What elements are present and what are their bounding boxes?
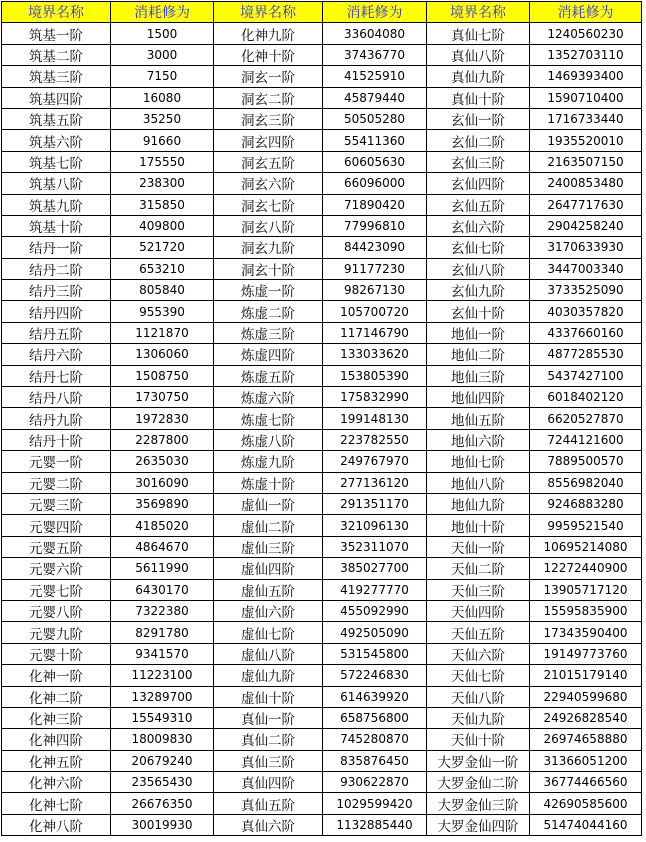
cost-cell: 33604080 <box>323 23 427 44</box>
cost-cell: 3000 <box>111 44 214 65</box>
cost-cell: 45879440 <box>323 87 427 108</box>
cost-cell: 105700720 <box>323 301 427 322</box>
table-row <box>2 87 642 108</box>
realm-name-cell: 虚仙三阶 <box>214 536 323 557</box>
table-row <box>2 66 642 87</box>
cost-cell: 2163507150 <box>530 151 642 172</box>
realm-name-cell: 洞玄二阶 <box>214 87 323 108</box>
realm-name-cell: 化神三阶 <box>2 707 111 728</box>
realm-name-cell: 结丹八阶 <box>2 387 111 408</box>
cost-cell: 492505090 <box>323 622 427 643</box>
realm-name-cell: 炼虚六阶 <box>214 387 323 408</box>
cost-cell: 805840 <box>111 280 214 301</box>
cost-cell: 26676350 <box>111 793 214 814</box>
cost-cell: 238300 <box>111 173 214 194</box>
realm-name-cell: 天仙一阶 <box>427 536 530 557</box>
cost-cell: 835876450 <box>323 750 427 771</box>
cost-cell: 315850 <box>111 194 214 215</box>
realm-name-cell: 元婴九阶 <box>2 622 111 643</box>
cost-cell: 614639920 <box>323 686 427 707</box>
realm-name-cell: 玄仙七阶 <box>427 237 530 258</box>
table-row <box>2 237 642 258</box>
realm-name-cell: 虚仙九阶 <box>214 665 323 686</box>
realm-name-cell: 虚仙七阶 <box>214 622 323 643</box>
realm-name-cell: 虚仙二阶 <box>214 515 323 536</box>
cost-cell: 1716733440 <box>530 108 642 129</box>
realm-name-cell: 元婴一阶 <box>2 451 111 472</box>
cost-cell: 321096130 <box>323 515 427 536</box>
realm-name-cell: 筑基一阶 <box>2 23 111 44</box>
cost-cell: 6430170 <box>111 579 214 600</box>
cost-cell: 6018402120 <box>530 387 642 408</box>
cost-cell: 531545800 <box>323 643 427 664</box>
realm-name-cell: 玄仙二阶 <box>427 130 530 151</box>
cost-cell: 60605630 <box>323 151 427 172</box>
cost-cell: 10695214080 <box>530 536 642 557</box>
cost-cell: 30019930 <box>111 814 214 835</box>
realm-name-cell: 玄仙十阶 <box>427 301 530 322</box>
realm-name-cell: 天仙九阶 <box>427 707 530 728</box>
cost-cell: 1508750 <box>111 365 214 386</box>
cost-cell: 21015179140 <box>530 665 642 686</box>
cost-cell: 385027700 <box>323 558 427 579</box>
cost-cell: 26974658880 <box>530 729 642 750</box>
realm-name-cell: 结丹五阶 <box>2 322 111 343</box>
cost-cell: 22940599680 <box>530 686 642 707</box>
cost-cell: 19149773760 <box>530 643 642 664</box>
realm-name-cell: 结丹七阶 <box>2 365 111 386</box>
cost-cell: 8291780 <box>111 622 214 643</box>
cost-cell: 16080 <box>111 87 214 108</box>
header-cost-3: 消耗修为 <box>530 2 642 23</box>
realm-name-cell: 洞玄五阶 <box>214 151 323 172</box>
cost-cell: 23565430 <box>111 772 214 793</box>
realm-name-cell: 地仙二阶 <box>427 344 530 365</box>
cost-cell: 91660 <box>111 130 214 151</box>
table-row <box>2 151 642 172</box>
realm-name-cell: 玄仙五阶 <box>427 194 530 215</box>
cost-cell: 4030357820 <box>530 301 642 322</box>
cost-cell: 12272440900 <box>530 558 642 579</box>
realm-name-cell: 真仙七阶 <box>427 23 530 44</box>
cost-cell: 572246830 <box>323 665 427 686</box>
realm-name-cell: 洞玄七阶 <box>214 194 323 215</box>
realm-name-cell: 洞玄八阶 <box>214 215 323 236</box>
realm-name-cell: 筑基八阶 <box>2 173 111 194</box>
table-row <box>2 130 642 151</box>
realm-name-cell: 地仙四阶 <box>427 387 530 408</box>
realm-name-cell: 洞玄六阶 <box>214 173 323 194</box>
header-realm-name-3: 境界名称 <box>427 2 530 23</box>
table-row <box>2 579 642 600</box>
realm-name-cell: 元婴五阶 <box>2 536 111 557</box>
header-row <box>2 2 642 23</box>
cost-cell: 31366051200 <box>530 750 642 771</box>
cost-cell: 18009830 <box>111 729 214 750</box>
realm-name-cell: 筑基五阶 <box>2 108 111 129</box>
realm-name-cell: 虚仙四阶 <box>214 558 323 579</box>
realm-name-cell: 元婴三阶 <box>2 493 111 514</box>
cost-cell: 133033620 <box>323 344 427 365</box>
cost-cell: 13289700 <box>111 686 214 707</box>
table-row <box>2 408 642 429</box>
cost-cell: 7889500570 <box>530 451 642 472</box>
cost-cell: 2647717630 <box>530 194 642 215</box>
realm-name-cell: 大罗金仙二阶 <box>427 772 530 793</box>
realm-name-cell: 大罗金仙三阶 <box>427 793 530 814</box>
realm-name-cell: 筑基十阶 <box>2 215 111 236</box>
realm-name-cell: 天仙六阶 <box>427 643 530 664</box>
realm-name-cell: 结丹九阶 <box>2 408 111 429</box>
cost-cell: 3016090 <box>111 472 214 493</box>
realm-name-cell: 虚仙五阶 <box>214 579 323 600</box>
cost-cell: 930622870 <box>323 772 427 793</box>
cost-cell: 37436770 <box>323 44 427 65</box>
table-row <box>2 729 642 750</box>
realm-name-cell: 炼虚一阶 <box>214 280 323 301</box>
cost-cell: 2635030 <box>111 451 214 472</box>
realm-name-cell: 元婴六阶 <box>2 558 111 579</box>
table-row <box>2 536 642 557</box>
realm-name-cell: 化神六阶 <box>2 772 111 793</box>
realm-name-cell: 地仙一阶 <box>427 322 530 343</box>
cost-cell: 6620527870 <box>530 408 642 429</box>
realm-name-cell: 真仙三阶 <box>214 750 323 771</box>
cost-cell: 223782550 <box>323 429 427 450</box>
cost-cell: 658756800 <box>323 707 427 728</box>
realm-name-cell: 炼虚二阶 <box>214 301 323 322</box>
realm-name-cell: 真仙九阶 <box>427 66 530 87</box>
cost-cell: 3447003340 <box>530 258 642 279</box>
cost-cell: 4185020 <box>111 515 214 536</box>
realm-name-cell: 筑基三阶 <box>2 66 111 87</box>
realm-name-cell: 地仙三阶 <box>427 365 530 386</box>
cost-cell: 35250 <box>111 108 214 129</box>
realm-name-cell: 玄仙一阶 <box>427 108 530 129</box>
cost-cell: 55411360 <box>323 130 427 151</box>
realm-name-cell: 炼虚九阶 <box>214 451 323 472</box>
cost-cell: 24926828540 <box>530 707 642 728</box>
table-row <box>2 258 642 279</box>
cost-cell: 71890420 <box>323 194 427 215</box>
table-row <box>2 387 642 408</box>
realm-name-cell: 化神四阶 <box>2 729 111 750</box>
realm-name-cell: 元婴八阶 <box>2 600 111 621</box>
realm-name-cell: 炼虚三阶 <box>214 322 323 343</box>
realm-name-cell: 炼虚五阶 <box>214 365 323 386</box>
cost-cell: 419277770 <box>323 579 427 600</box>
cost-cell: 7322380 <box>111 600 214 621</box>
cost-cell: 3170633930 <box>530 237 642 258</box>
realm-name-cell: 真仙五阶 <box>214 793 323 814</box>
realm-name-cell: 地仙六阶 <box>427 429 530 450</box>
table-row <box>2 643 642 664</box>
cost-cell: 1352703110 <box>530 44 642 65</box>
cost-cell: 1306060 <box>111 344 214 365</box>
table-row <box>2 44 642 65</box>
cost-cell: 4877285530 <box>530 344 642 365</box>
cost-cell: 41525910 <box>323 66 427 87</box>
cost-cell: 13905717120 <box>530 579 642 600</box>
realm-name-cell: 元婴十阶 <box>2 643 111 664</box>
realm-name-cell: 天仙五阶 <box>427 622 530 643</box>
cost-cell: 42690585600 <box>530 793 642 814</box>
cost-cell: 9959521540 <box>530 515 642 536</box>
realm-name-cell: 玄仙八阶 <box>427 258 530 279</box>
realm-name-cell: 洞玄三阶 <box>214 108 323 129</box>
realm-name-cell: 大罗金仙一阶 <box>427 750 530 771</box>
realm-name-cell: 筑基四阶 <box>2 87 111 108</box>
table-row <box>2 280 642 301</box>
cost-cell: 77996810 <box>323 215 427 236</box>
table-row <box>2 493 642 514</box>
header-realm-name-2: 境界名称 <box>214 2 323 23</box>
table-row <box>2 515 642 536</box>
cost-cell: 277136120 <box>323 472 427 493</box>
realm-name-cell: 筑基九阶 <box>2 194 111 215</box>
cost-cell: 955390 <box>111 301 214 322</box>
cost-cell: 17343590400 <box>530 622 642 643</box>
table-row <box>2 558 642 579</box>
realm-name-cell: 化神十阶 <box>214 44 323 65</box>
cost-cell: 521720 <box>111 237 214 258</box>
realm-name-cell: 元婴二阶 <box>2 472 111 493</box>
realm-name-cell: 天仙四阶 <box>427 600 530 621</box>
realm-name-cell: 化神一阶 <box>2 665 111 686</box>
realm-name-cell: 结丹十阶 <box>2 429 111 450</box>
cost-cell: 1500 <box>111 23 214 44</box>
realm-name-cell: 地仙十阶 <box>427 515 530 536</box>
cost-cell: 175550 <box>111 151 214 172</box>
cost-cell: 117146790 <box>323 322 427 343</box>
realm-name-cell: 玄仙九阶 <box>427 280 530 301</box>
cost-cell: 2400853480 <box>530 173 642 194</box>
cost-cell: 91177230 <box>323 258 427 279</box>
realm-name-cell: 地仙五阶 <box>427 408 530 429</box>
cost-cell: 4337660160 <box>530 322 642 343</box>
cost-cell: 1132885440 <box>323 814 427 835</box>
realm-name-cell: 虚仙八阶 <box>214 643 323 664</box>
cost-cell: 352311070 <box>323 536 427 557</box>
cost-cell: 3733525090 <box>530 280 642 301</box>
cost-cell: 7150 <box>111 66 214 87</box>
realm-name-cell: 天仙八阶 <box>427 686 530 707</box>
cost-cell: 291351170 <box>323 493 427 514</box>
realm-name-cell: 洞玄九阶 <box>214 237 323 258</box>
cost-cell: 1029599420 <box>323 793 427 814</box>
table-row <box>2 365 642 386</box>
table-body <box>2 23 642 836</box>
realm-name-cell: 洞玄四阶 <box>214 130 323 151</box>
realm-name-cell: 真仙八阶 <box>427 44 530 65</box>
table-row <box>2 429 642 450</box>
realm-name-cell: 玄仙六阶 <box>427 215 530 236</box>
realm-name-cell: 真仙四阶 <box>214 772 323 793</box>
cost-cell: 1590710400 <box>530 87 642 108</box>
cost-cell: 98267130 <box>323 280 427 301</box>
cost-cell: 153805390 <box>323 365 427 386</box>
table-row <box>2 472 642 493</box>
cost-cell: 66096000 <box>323 173 427 194</box>
realm-name-cell: 洞玄一阶 <box>214 66 323 87</box>
cost-cell: 1935520010 <box>530 130 642 151</box>
realm-name-cell: 天仙三阶 <box>427 579 530 600</box>
cost-cell: 1730750 <box>111 387 214 408</box>
cost-cell: 8556982040 <box>530 472 642 493</box>
realm-name-cell: 化神五阶 <box>2 750 111 771</box>
realm-name-cell: 虚仙一阶 <box>214 493 323 514</box>
realm-name-cell: 元婴七阶 <box>2 579 111 600</box>
table-row <box>2 451 642 472</box>
cost-cell: 745280870 <box>323 729 427 750</box>
realm-name-cell: 地仙七阶 <box>427 451 530 472</box>
realm-name-cell: 筑基七阶 <box>2 151 111 172</box>
realm-name-cell: 结丹六阶 <box>2 344 111 365</box>
realm-name-cell: 结丹一阶 <box>2 237 111 258</box>
realm-name-cell: 真仙十阶 <box>427 87 530 108</box>
realm-name-cell: 炼虚四阶 <box>214 344 323 365</box>
cost-cell: 51474044160 <box>530 814 642 835</box>
realm-name-cell: 化神八阶 <box>2 814 111 835</box>
table-row <box>2 686 642 707</box>
header-cost-1: 消耗修为 <box>111 2 214 23</box>
cost-cell: 84423090 <box>323 237 427 258</box>
table-row <box>2 772 642 793</box>
realm-name-cell: 筑基二阶 <box>2 44 111 65</box>
table-row <box>2 173 642 194</box>
realm-name-cell: 玄仙四阶 <box>427 173 530 194</box>
table-row <box>2 344 642 365</box>
realm-name-cell: 炼虚七阶 <box>214 408 323 429</box>
table-row <box>2 600 642 621</box>
realm-name-cell: 地仙九阶 <box>427 493 530 514</box>
table-row <box>2 108 642 129</box>
cost-cell: 11223100 <box>111 665 214 686</box>
cost-cell: 9246883280 <box>530 493 642 514</box>
realm-name-cell: 结丹二阶 <box>2 258 111 279</box>
realm-name-cell: 玄仙三阶 <box>427 151 530 172</box>
table-row <box>2 215 642 236</box>
realm-name-cell: 炼虚八阶 <box>214 429 323 450</box>
cost-cell: 199148130 <box>323 408 427 429</box>
table-row <box>2 322 642 343</box>
realm-name-cell: 炼虚十阶 <box>214 472 323 493</box>
realm-name-cell: 化神二阶 <box>2 686 111 707</box>
realm-name-cell: 结丹四阶 <box>2 301 111 322</box>
realm-name-cell: 真仙一阶 <box>214 707 323 728</box>
realm-name-cell: 洞玄十阶 <box>214 258 323 279</box>
cost-cell: 20679240 <box>111 750 214 771</box>
realm-name-cell: 元婴四阶 <box>2 515 111 536</box>
cost-cell: 1469393400 <box>530 66 642 87</box>
cost-cell: 409800 <box>111 215 214 236</box>
cost-cell: 3569890 <box>111 493 214 514</box>
cost-cell: 15549310 <box>111 707 214 728</box>
cost-cell: 2287800 <box>111 429 214 450</box>
cost-cell: 653210 <box>111 258 214 279</box>
cost-cell: 50505280 <box>323 108 427 129</box>
cost-cell: 1240560230 <box>530 23 642 44</box>
cost-cell: 5437427100 <box>530 365 642 386</box>
realm-name-cell: 天仙二阶 <box>427 558 530 579</box>
realm-name-cell: 化神七阶 <box>2 793 111 814</box>
realm-name-cell: 大罗金仙四阶 <box>427 814 530 835</box>
table-row <box>2 665 642 686</box>
cost-cell: 7244121600 <box>530 429 642 450</box>
cost-cell: 175832990 <box>323 387 427 408</box>
table-row <box>2 622 642 643</box>
table-row <box>2 301 642 322</box>
cost-cell: 455092990 <box>323 600 427 621</box>
cost-cell: 1972830 <box>111 408 214 429</box>
table-row <box>2 793 642 814</box>
cost-cell: 9341570 <box>111 643 214 664</box>
realm-name-cell: 天仙七阶 <box>427 665 530 686</box>
cost-cell: 4864670 <box>111 536 214 557</box>
header-realm-name-1: 境界名称 <box>2 2 111 23</box>
cost-cell: 249767970 <box>323 451 427 472</box>
table-row <box>2 707 642 728</box>
realm-name-cell: 地仙八阶 <box>427 472 530 493</box>
realm-name-cell: 真仙六阶 <box>214 814 323 835</box>
realm-name-cell: 筑基六阶 <box>2 130 111 151</box>
realm-name-cell: 化神九阶 <box>214 23 323 44</box>
realm-name-cell: 真仙二阶 <box>214 729 323 750</box>
table-row <box>2 750 642 771</box>
cost-cell: 1121870 <box>111 322 214 343</box>
realm-name-cell: 结丹三阶 <box>2 280 111 301</box>
realm-cost-table <box>1 1 642 836</box>
realm-name-cell: 虚仙十阶 <box>214 686 323 707</box>
header-cost-2: 消耗修为 <box>323 2 427 23</box>
cost-cell: 5611990 <box>111 558 214 579</box>
table-row <box>2 23 642 44</box>
table-row <box>2 814 642 835</box>
cost-cell: 36774466560 <box>530 772 642 793</box>
cost-cell: 15595835900 <box>530 600 642 621</box>
realm-name-cell: 虚仙六阶 <box>214 600 323 621</box>
realm-name-cell: 天仙十阶 <box>427 729 530 750</box>
cost-cell: 2904258240 <box>530 215 642 236</box>
table-row <box>2 194 642 215</box>
